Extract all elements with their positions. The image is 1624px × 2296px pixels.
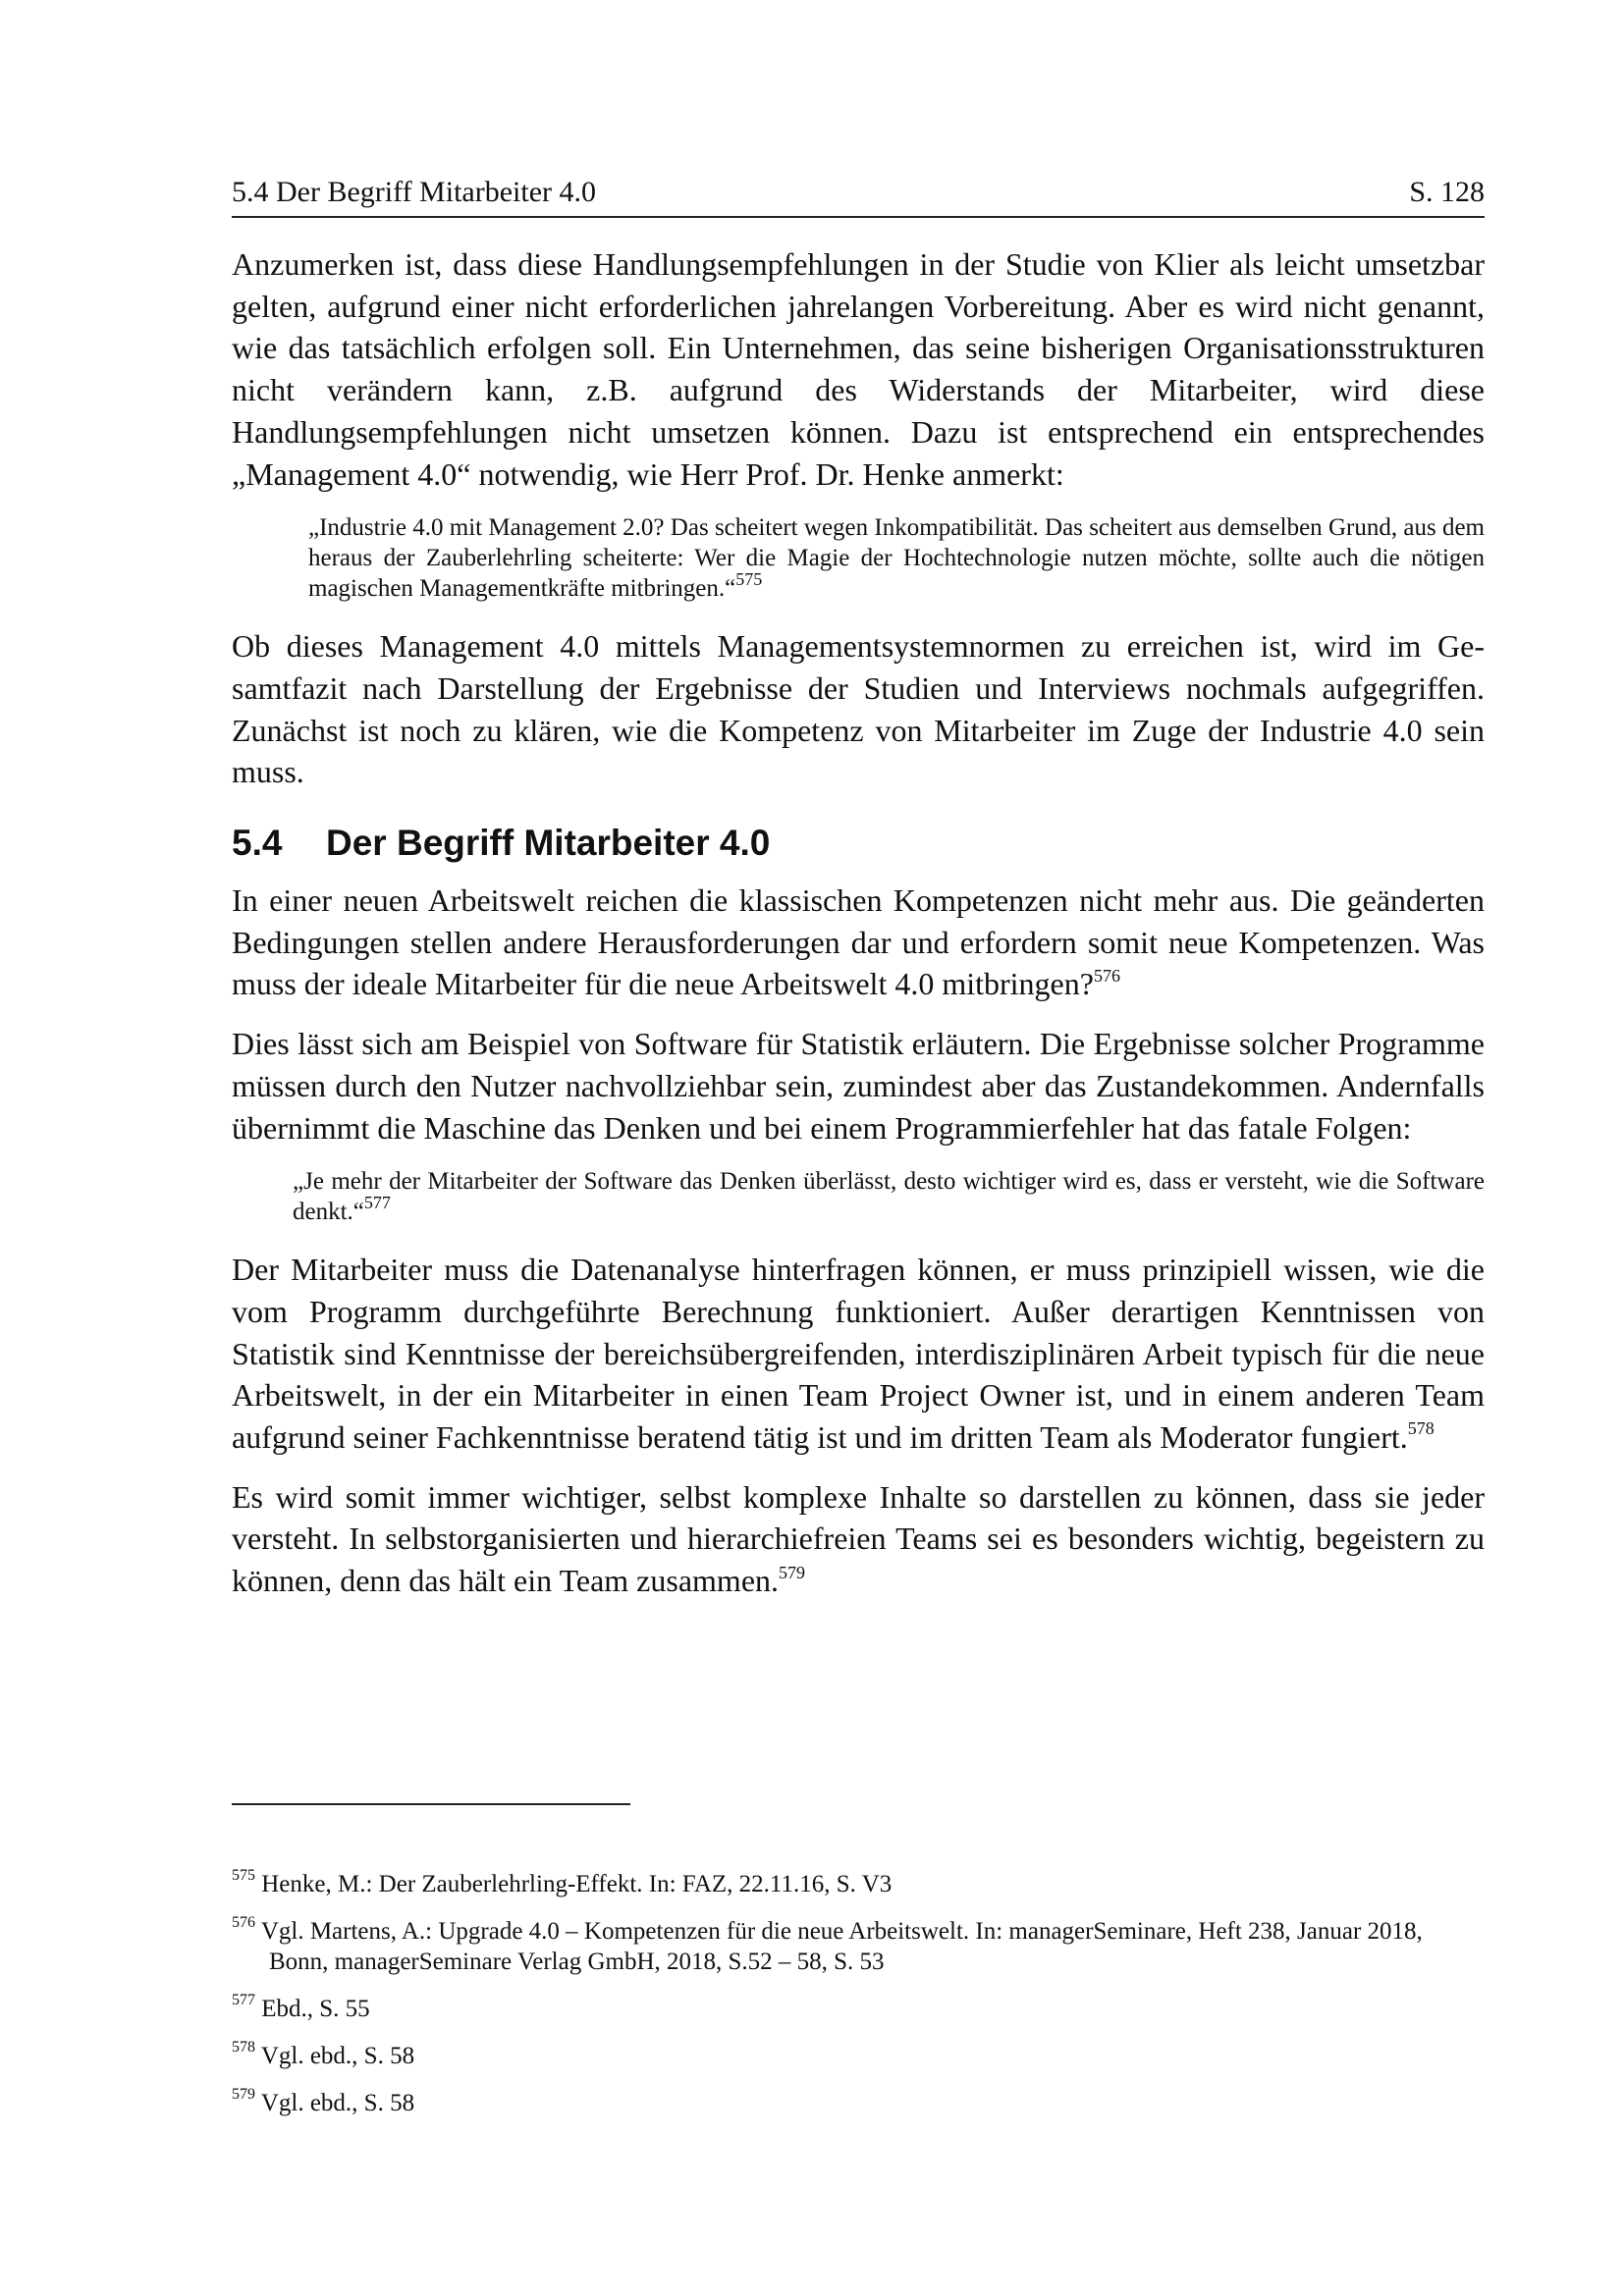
footnote-577: [232, 1991, 1469, 2024]
section-title: Der Begriff Mitarbeiter 4.0: [326, 823, 771, 864]
footnote-ref-575[interactable]: 575: [735, 568, 763, 589]
footnote-text: Vgl. ebd., S. 58: [260, 2043, 415, 2069]
footnotes: [232, 1866, 1469, 2135]
footnote-number: 576: [232, 1913, 255, 1931]
footnote-text: Henke, M.: Der Zauberlehrling-Effekt. In: FAZ, 22.11.16, S. V3: [261, 1871, 893, 1897]
block-quote-2-text: „Je mehr der Mitarbeiter der Software das Denken überlässt, desto wichtiger wird es, dass er versteht, wie die Software denkt.“: [293, 1168, 1485, 1226]
running-header: [232, 173, 1485, 218]
paragraph-1: [232, 243, 1485, 495]
footnote-579: [232, 2085, 1469, 2118]
paragraph-2-text: Ob dieses Management 4.0 mittels Managementsystemnormen zu erreichen ist, wird im Gesamtfazit nach Darstellung der Ergebnisse der Studien und Interviews nochmals aufgegriffen. Zunächst ist noch zu klären, wie die Kompetenz von Mitarbeiter im Zuge der Industrie 4.0 sein muss.: [232, 628, 1485, 790]
footnote-number: 575: [232, 1866, 255, 1884]
page-body: [232, 243, 1485, 1620]
footnote-text: Ebd., S. 55: [261, 1996, 370, 2022]
paragraph-2: [232, 625, 1485, 793]
footnote-575: [232, 1866, 1469, 1899]
paragraph-6-text: Es wird somit immer wichtiger, selbst komplexe Inhalte so darstellen zu können, dass sie jeder versteht. In selbstorganisierten und hierarchiefreien Teams sei es besonders wichtig, begeistern zu können, denn das hält ein Team zusammen.: [232, 1478, 1485, 1599]
footnote-number: 577: [232, 1991, 255, 2008]
block-quote-1-text: „Industrie 4.0 mit Management 2.0? Das scheitert wegen Inkompatibilität. Das scheitert aus demselben Grund, aus dem heraus der Zauberlehrling scheiterte: Wer die Magie der Hochtechnologie nutzen möchte, sollte auch die nötigen magischen Managementkräfte mitbringen.“: [308, 514, 1485, 603]
paragraph-5-text: Der Mitarbeiter muss die Datenanalyse hinterfragen können, er muss prinzipiell wissen, wie die vom Programm durchgeführte Berechnung funktioniert. Außer derartigen Kenntnissen von Statistik sind Kenntnisse der bereichsübergreifenden, interdisziplinären Arbeit typisch für die neue Arbeitswelt, in der ein Mitarbeiter in einen Team Project Owner ist, und in einem anderen Team aufgrund seiner Fachkenntnisse beratend tätig ist und im dritten Team als Moderator fungiert.: [232, 1252, 1485, 1456]
footnote-ref-576[interactable]: 576: [1093, 965, 1120, 986]
section-number: 5.4: [232, 823, 283, 864]
paragraph-3: [232, 880, 1485, 1005]
footnote-text: Vgl. ebd., S. 58: [260, 2090, 415, 2116]
paragraph-4-text: Dies lässt sich am Beispiel von Software für Statistik erläutern. Die Ergebnisse solcher Programme müssen durch den Nutzer nachvollziehbar sein, zumindest aber das Zustandekommen. Andernfalls übernimmt die Maschine das Denken und bei einem Programmierfehler hat das fatale Folgen:: [232, 1026, 1485, 1146]
header-page-number: S. 128: [1409, 176, 1485, 208]
paragraph-6: [232, 1476, 1485, 1602]
header-chapter-title: 5.4 Der Begriff Mitarbeiter 4.0: [232, 176, 597, 208]
footnote-578: [232, 2038, 1469, 2071]
footnote-576: [232, 1913, 1469, 1977]
footnote-ref-579[interactable]: 579: [779, 1562, 806, 1582]
footnote-ref-578[interactable]: 578: [1407, 1418, 1435, 1439]
block-quote-2: [232, 1166, 1485, 1227]
paragraph-3-text: In einer neuen Arbeitswelt reichen die klassischen Kompetenzen nicht mehr aus. Die geänderten Bedingungen stellen andere Herausforderungen dar und erfordern somit neue Kompetenzen. Was muss der ideale Mitarbeiter für die neue Arbeitswelt 4.0 mitbringen?: [232, 882, 1485, 1002]
footnote-number: 578: [232, 2038, 255, 2056]
block-quote-1: [232, 512, 1485, 604]
footnote-ref-577[interactable]: 577: [363, 1192, 391, 1212]
footnote-separator: [232, 1803, 630, 1805]
section-heading: [232, 821, 1485, 866]
footnote-number: 579: [232, 2085, 255, 2103]
paragraph-4: [232, 1023, 1485, 1148]
footnote-text: Vgl. Martens, A.: Upgrade 4.0 – Kompetenzen für die neue Arbeitswelt. In: managerSeminare, Heft 238, Januar 2018, Bonn, managerSeminare Verlag GmbH, 2018, S.52 – 58, S. 53: [260, 1918, 1423, 1975]
paragraph-5: [232, 1249, 1485, 1459]
paragraph-1-text: Anzumerken ist, dass diese Handlungsempfehlungen in der Studie von Klier als leicht umsetzbar gelten, aufgrund einer nicht erforderlichen jahrelangen Vorbereitung. Aber es wird nicht genannt, wie das tatsächlich erfolgen soll. Ein Unternehmen, das seine bisherigen Organisationsstrukturen nicht verändern kann, z.B. aufgrund des Widerstands der Mitarbeiter, wird diese Handlungsempfehlungen nicht umsetzen können. Dazu ist entsprechend ein entsprechendes „Management 4.0“ notwendig, wie Herr Prof. Dr. Henke anmerkt:: [232, 246, 1485, 492]
